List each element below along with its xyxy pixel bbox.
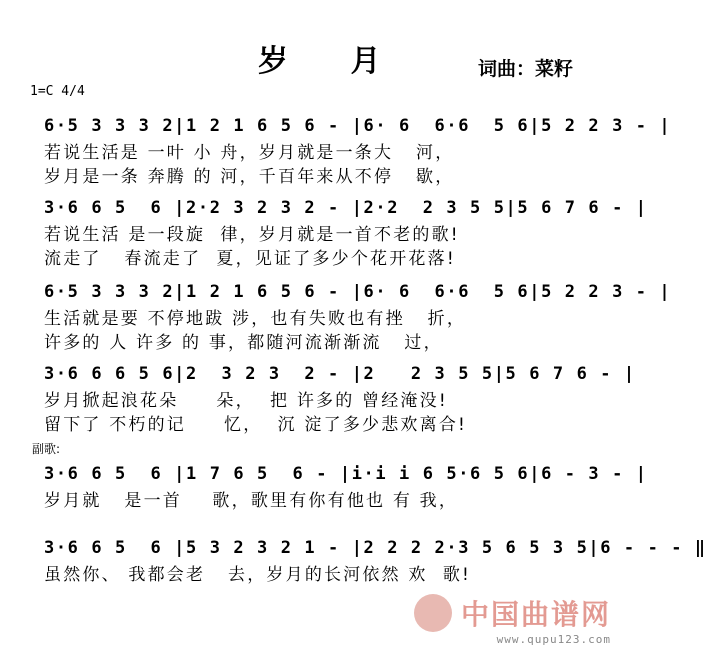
watermark-logo-icon <box>414 594 452 632</box>
lyric-3b: 许多的 人 许多 的 事，都随河流渐渐流 过， <box>44 333 443 353</box>
notes-6: 3·6 6 5 6 |5 3 2 3 2 1 - |2 2 2 2·3 5 6 5 3 5|6 - - - ‖ <box>44 538 707 558</box>
notes-4: 3·6 6 6 5 6|2 3 2 3 2 - |2 2 3 5 5|5 6 7 6 - | <box>44 364 636 384</box>
key-signature: 1=C 4/4 <box>30 84 85 99</box>
lyric-2b: 流走了 春流走了 夏，见证了多少个花开花落! <box>44 249 456 269</box>
lyric-1b: 岁月是一条 奔腾 的 河，千百年来从不停 歇， <box>44 167 455 187</box>
credit: 词曲：菜籽 <box>478 58 574 80</box>
watermark <box>414 593 611 646</box>
watermark-url: www.qupu123.com <box>496 633 611 646</box>
song-title: 岁 月 <box>258 44 407 79</box>
lyric-4a: 岁月掀起浪花朵 朵， 把 许多的 曾经淹没! <box>44 391 448 411</box>
notes-3: 6·5 3 3 3 2|1 2 1 6 5 6 - |6· 6 6·6 5 6|5 2 2 3 - | <box>44 282 672 302</box>
notes-1: 6·5 3 3 3 2|1 2 1 6 5 6 - |6· 6 6·6 5 6|5 2 2 3 - | <box>44 116 672 136</box>
lyric-5a: 岁月就 是一首 歌，歌里有你有他也 有 我， <box>44 491 459 511</box>
notes-2: 3·6 6 5 6 |2·2 3 2 3 2 - |2·2 2 3 5 5|5 6 7 6 - | <box>44 198 648 218</box>
chorus-label: 副歌: <box>32 442 61 456</box>
lyric-1a: 若说生活是 一叶 小 舟，岁月就是一条大 河， <box>44 143 455 163</box>
lyric-2a: 若说生活 是一段旋 律，岁月就是一首不老的歌! <box>44 225 460 245</box>
notes-5: 3·6 6 5 6 |1 7 6 5 6 - |i·i i 6 5·6 5 6|6 - 3 - | <box>44 464 648 484</box>
watermark-brand: 中国曲谱网 <box>460 598 611 631</box>
lyric-3a: 生活就是要 不停地跋 涉，也有失败也有挫 折， <box>44 309 467 329</box>
lyric-4b: 留下了 不朽的记 忆， 沉 淀了多少悲欢离合! <box>44 415 468 435</box>
lyric-6a: 虽然你、 我都会老 去，岁月的长河依然 欢 歌! <box>44 565 472 585</box>
